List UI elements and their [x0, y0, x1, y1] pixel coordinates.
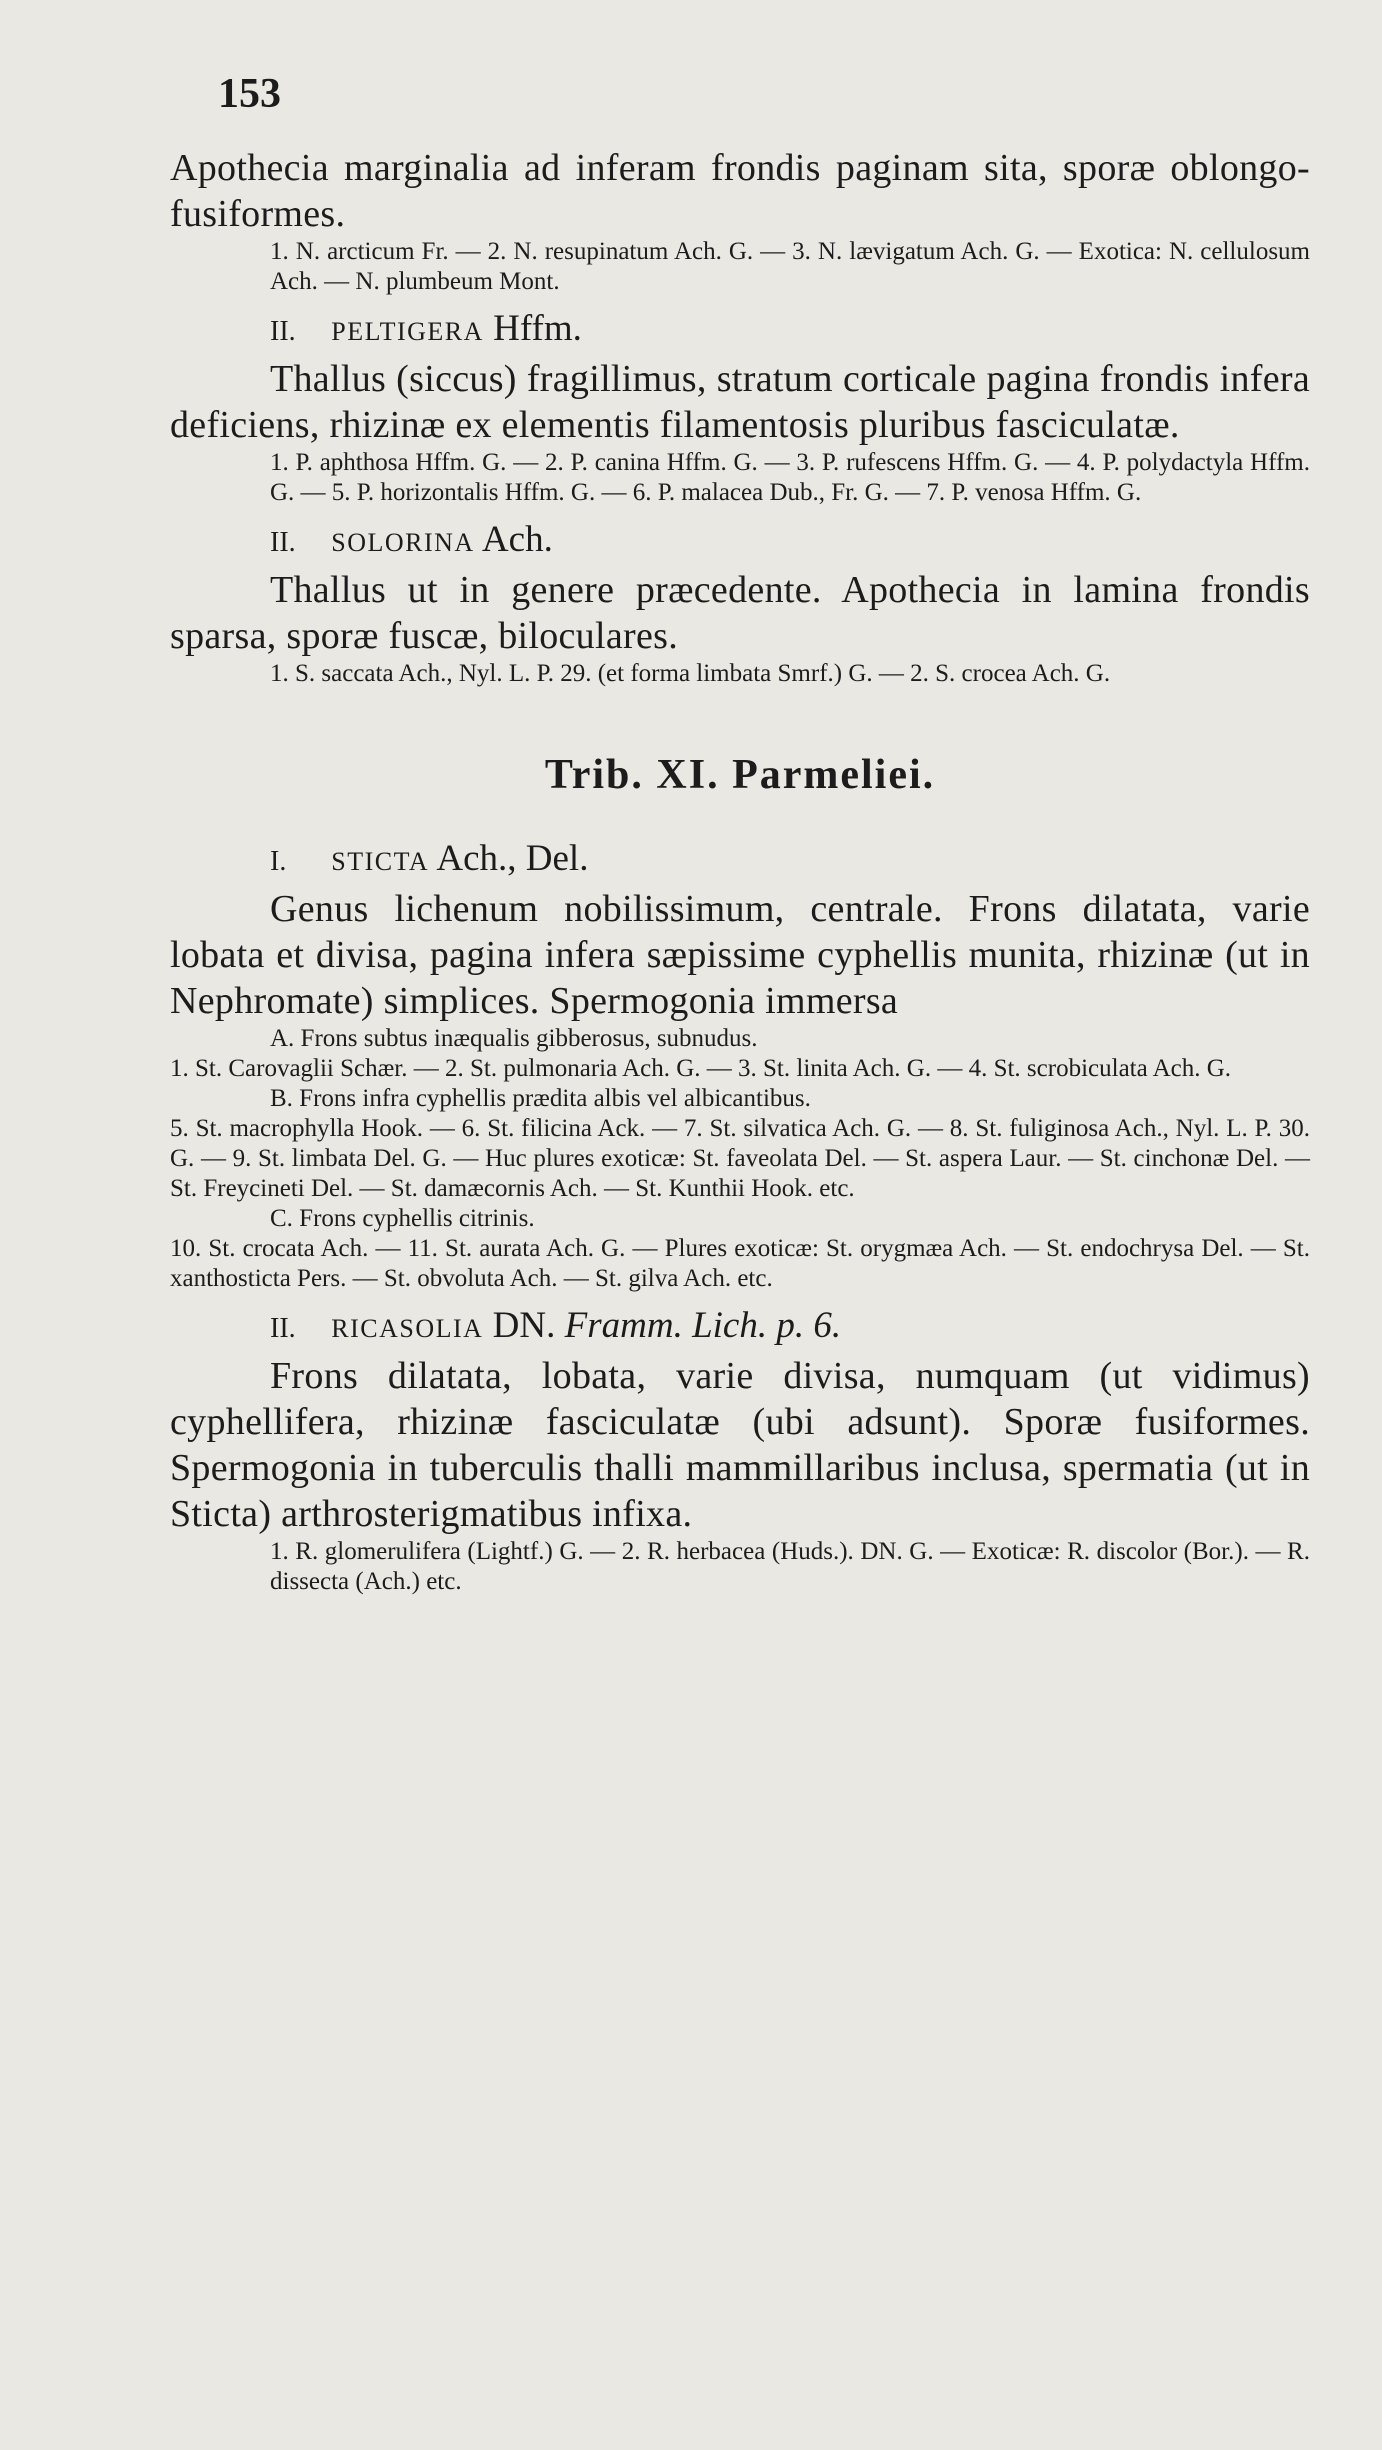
genus-heading-sticta [170, 835, 1310, 886]
genus-name: RICASOLIA [331, 1314, 484, 1343]
genus-name: PELTIGERA [331, 317, 484, 346]
genus-name: SOLORINA [331, 528, 475, 557]
sticta-group-a: A. Frons subtus inæqualis gibberosus, subnudus. [270, 1025, 758, 1052]
nephroma-species-list: 1. N. arcticum Fr. — 2. N. resupinatum Ach. G. — 3. N. lævigatum Ach. G. — Exotica: N. cellulosum Ach. — N. plumbeum Mont. [270, 238, 1310, 295]
sticta-group-b: B. Frons infra cyphellis prædita albis vel albicantibus. [270, 1085, 811, 1112]
genus-author: Ach. [481, 519, 553, 560]
solorina-species-list: 1. S. saccata Ach., Nyl. L. P. 29. (et forma limbata Smrf.) G. — 2. S. crocea Ach. G. [270, 660, 1111, 687]
genus-heading-peltigera [170, 305, 1310, 356]
solorina-description: Thallus ut in genere præcedente. Apothecia in lamina frondis sparsa, sporæ fuscæ, biloculares. [170, 569, 1310, 657]
genus-heading-solorina [170, 516, 1310, 567]
genus-number: II. [270, 527, 296, 558]
sticta-species-b: 5. St. macrophylla Hook. — 6. St. filicina Ack. — 7. St. silvatica Ach. G. — 8. St. fuliginosa Ach., Nyl. L. P. 30. G. — 9. St. limbata Del. G. — Huc plures exoticæ: St. faveolata Del. — St. aspera Laur. — St. cinchonæ Del. — St. Freycineti Del. — St. damæcornis Ach. — St. Kunthii Hook. etc. [170, 1115, 1310, 1202]
tribe-title: Trib. XI. Parmeliei. [544, 752, 936, 798]
genus-heading-ricasolia [170, 1302, 1310, 1353]
genus-number: II. [270, 316, 296, 347]
genus-number: II. [270, 1313, 296, 1344]
genus-author: Ach., Del. [436, 838, 589, 879]
ricasolia-description: Frons dilatata, lobata, varie divisa, numquam (ut vidimus) cyphellifera, rhizinæ fasciculatæ (ubi adsunt). Sporæ fusiformes. Spermogonia in tuberculis thalli mammillaribus inclusa, spermatia (ut in Sticta) arthrosterigmatibus infixa. [170, 1355, 1310, 1535]
peltigera-species-list: 1. P. aphthosa Hffm. G. — 2. P. canina Hffm. G. — 3. P. rufescens Hffm. G. — 4. P. polydactyla Hffm. G. — 5. P. horizontalis Hffm. G. — 6. P. malacea Dub., Fr. G. — 7. P. venosa Hffm. G. [270, 449, 1310, 506]
genus-author: DN. [492, 1305, 556, 1346]
sticta-species-a: 1. St. Carovaglii Schær. — 2. St. pulmonaria Ach. G. — 3. St. linita Ach. G. — 4. St. scrobiculata Ach. G. [170, 1055, 1232, 1082]
genus-reference: Framm. Lich. p. 6. [564, 1305, 842, 1346]
genus-author: Hffm. [493, 308, 582, 349]
page-number: 153 [218, 71, 281, 117]
sticta-description: Genus lichenum nobilissimum, centrale. Frons dilatata, varie lobata et divisa, pagina infera sæpissime cyphellis munita, rhizinæ (ut in Nephromate) simplices. Spermogonia immersa [170, 888, 1310, 1022]
genus-number: I. [270, 846, 287, 877]
apothecia-description: Apothecia marginalia ad inferam frondis paginam sita, sporæ oblongo-fusiformes. [170, 147, 1310, 235]
ricasolia-species-list: 1. R. glomerulifera (Lightf.) G. — 2. R. herbacea (Huds.). DN. G. — Exoticæ: R. discolor (Bor.). — R. dissecta (Ach.) etc. [270, 1538, 1310, 1595]
genus-name: STICTA [331, 847, 430, 876]
sticta-group-c: C. Frons cyphellis citrinis. [270, 1205, 535, 1232]
page-content [170, 145, 1310, 1597]
sticta-species-c: 10. St. crocata Ach. — 11. St. aurata Ach. G. — Plures exoticæ: St. orygmæa Ach. — St. endochrysa Del. — St. xanthosticta Pers. — St. obvoluta Ach. — St. gilva Ach. etc. [170, 1235, 1310, 1292]
peltigera-description: Thallus (siccus) fragillimus, stratum corticale pagina frondis infera deficiens, rhizinæ ex elementis filamentosis pluribus fasciculatæ. [170, 358, 1310, 446]
